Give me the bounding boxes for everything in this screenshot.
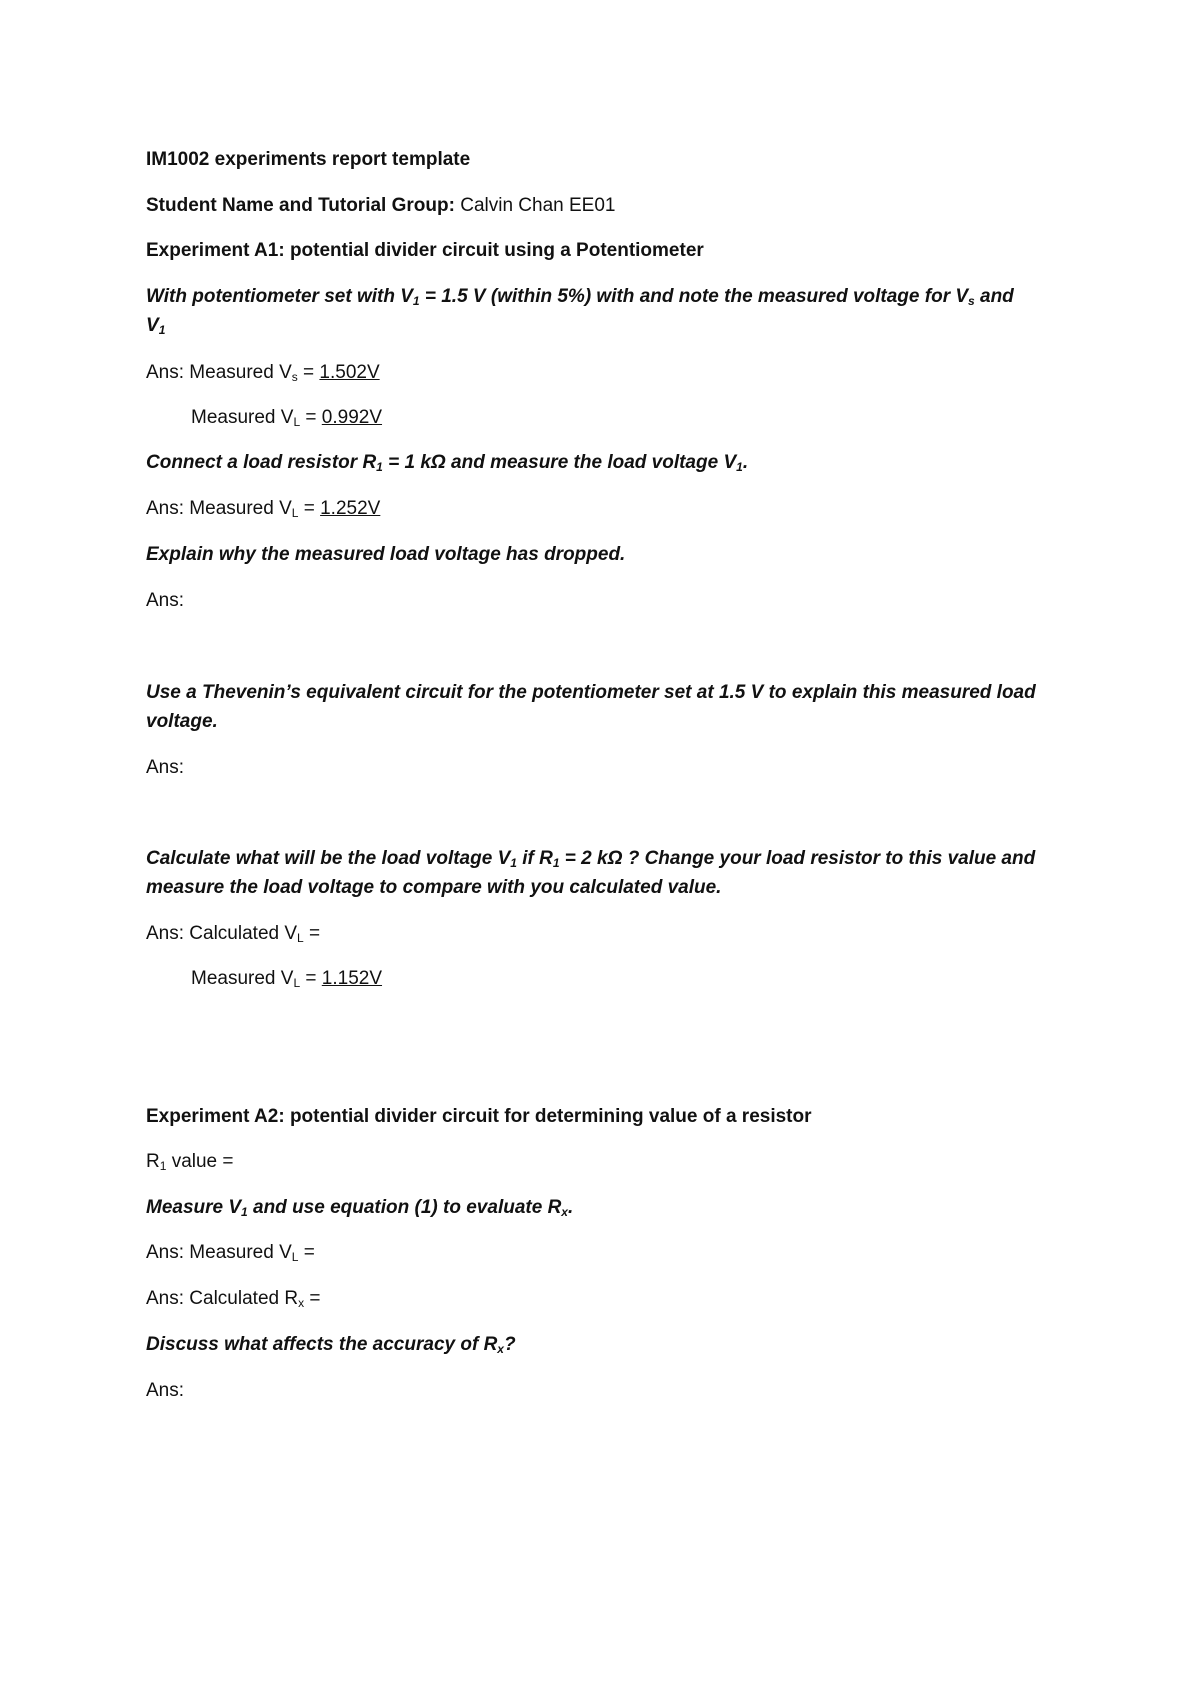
load-vl-value: 1.252V <box>320 498 381 519</box>
a2-answer-3: Ans: <box>146 1380 185 1401</box>
a1-question-4: Use a Thevenin’s equivalent circuit for the potentiometer set at 1.5 V to explain this measured load <box>146 682 1036 703</box>
student-info <box>146 194 615 218</box>
a1-answer-5b: Measured $V_L = 1.152V$ <box>191 968 383 990</box>
a1-answer-vs: Ans: Measured $V_s = 1.502V$ <box>146 362 380 384</box>
a1-answer-4: Ans: <box>146 757 185 778</box>
student-value: Calvin Chan EE01 <box>460 195 616 216</box>
a1-answer-5: Ans: Calculated $V_L$ = <box>146 923 321 945</box>
a1-answer-vl: Measured $V_L = 0.992V$ <box>191 407 383 429</box>
a2-answer-1: Ans: Measured $V_L$ = <box>146 1242 315 1264</box>
a2-r1-value: $R_1$ value = <box>146 1151 234 1173</box>
vl-2k-value: 1.152V <box>321 968 383 989</box>
a1-question-3: Explain why the measured load voltage has dropped. <box>146 544 626 565</box>
document-title: IM1002 experiments report template <box>146 149 471 170</box>
a1-question-1: With potentiometer set with $V_1 = 1.5$ V (within 5%) with and note the measured voltage for $V_s$ and <box>146 286 1014 308</box>
a1-question-5: Calculate what will be the load voltage $V_1$ if $R_1 = 2$ kΩ ? Change your load resistor to this value and <box>146 848 1036 870</box>
a1-question-4-cont: voltage. <box>146 711 218 732</box>
student-label: Student Name and Tutorial Group: <box>146 195 455 216</box>
a2-question-1: Measure $V_1$ and use equation (1) to evaluate $R_x$. <box>146 1197 574 1219</box>
vl-value: 0.992V <box>321 407 383 428</box>
a1-question-2: Connect a load resistor $R_1 = 1$ kΩ and measure the load voltage $V_1$. <box>146 452 749 474</box>
experiment-a1-heading: Experiment A1: potential divider circuit using a Potentiometer <box>146 240 704 261</box>
a1-question-5-cont: measure the load voltage to compare with you calculated value. <box>146 877 722 898</box>
a1-question-1-cont: $V_1$ <box>146 315 166 337</box>
a1-answer-2: Ans: Measured $V_L = 1.252V$ <box>146 498 381 520</box>
a2-answer-2: Ans: Calculated $R_x$ = <box>146 1288 321 1310</box>
a1-answer-3: Ans: <box>146 590 185 611</box>
vs-value: 1.502V <box>319 362 380 383</box>
experiment-a2-heading: Experiment A2: potential divider circuit for determining value of a resistor <box>146 1106 812 1127</box>
a2-question-2: Discuss what affects the accuracy of $R_x$? <box>146 1334 516 1356</box>
